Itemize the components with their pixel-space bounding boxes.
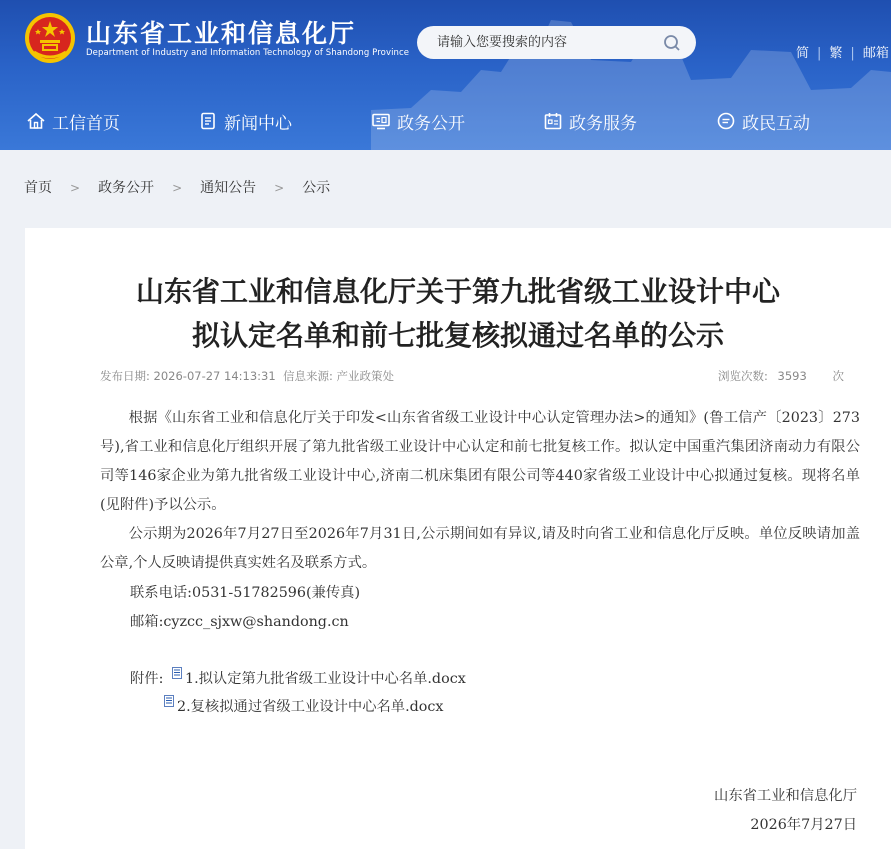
breadcrumb-government-affairs[interactable]: 政务公开: [98, 180, 155, 196]
article-panel: [25, 228, 891, 849]
view-count-unit: 次: [832, 369, 844, 383]
traditional-chinese-link[interactable]: 繁: [829, 46, 843, 61]
article-title: [25, 270, 891, 358]
info-source-value: 产业政策处: [336, 369, 395, 383]
breadcrumb-separator: >: [70, 181, 81, 195]
signature-org: 山东省工业和信息化厅: [714, 788, 857, 804]
article-paragraph: 根据《山东省工业和信息化厅关于印发<山东省省级工业设计中心认定管理办法>的通知》(鲁工信产〔2023〕273号),省工业和信息化厅组织开展了第九批省级工业设计中心认定和前七批复核工作。拟认定中国重汽集团济南动力有限公司等146家企业为第九批省级工业设计中心,济南二机床集团有限公司等440家省级工业设计中心拟通过复核。现将名单(见附件)予以公示。: [100, 410, 860, 513]
info-source: [283, 368, 394, 384]
divider: |: [850, 46, 855, 61]
search-input[interactable]: [437, 26, 657, 59]
site-title[interactable]: 山东省工业和信息化厅: [86, 19, 357, 48]
breadcrumb: [24, 177, 330, 197]
nav-item-label: 新闻中心: [224, 113, 292, 134]
article-title-line: 拟认定名单和前七批复核拟通过名单的公示: [191, 319, 724, 352]
nav-item-government-affairs[interactable]: [371, 108, 465, 134]
breadcrumb-publicity[interactable]: 公示: [302, 180, 331, 196]
simplified-chinese-link[interactable]: 简: [796, 46, 810, 61]
view-count: [718, 368, 844, 384]
breadcrumb-separator: >: [172, 181, 183, 195]
info-source-label: 信息来源:: [283, 369, 333, 383]
signature-date: 2026年7月27日: [750, 817, 857, 833]
attachment-filename: 1.拟认定第九批省级工业设计中心名单.docx: [185, 671, 466, 687]
attachment-filename: 2.复核拟通过省级工业设计中心名单.docx: [177, 699, 444, 715]
word-document-icon: [164, 695, 174, 707]
mail-link[interactable]: 邮箱: [862, 46, 889, 61]
document-icon: [198, 111, 218, 131]
article-paragraph: 公示期为2026年7月27日至2026年7月31日,公示期间如有异议,请及时向省工业和信息化厅反映。单位反映请加盖公章,个人反映请提供真实姓名及联系方式。: [100, 526, 860, 571]
publish-date-value: 2026-07-27 14:13:31: [153, 369, 276, 383]
national-emblem-icon[interactable]: [24, 12, 76, 64]
nav-item-interaction[interactable]: [716, 108, 810, 134]
home-icon: [26, 111, 46, 131]
divider: |: [817, 46, 822, 61]
breadcrumb-notices[interactable]: 通知公告: [200, 180, 257, 196]
article-title-line: 山东省工业和信息化厅关于第九批省级工业设计中心: [135, 275, 780, 308]
article-body: [100, 404, 860, 578]
nav-item-home[interactable]: [26, 108, 120, 134]
search-icon[interactable]: [662, 33, 682, 53]
breadcrumb-home[interactable]: 首页: [24, 180, 52, 196]
nav-item-news[interactable]: [198, 108, 292, 134]
chat-icon: [716, 111, 736, 131]
nav-item-services[interactable]: [543, 108, 637, 134]
attachment-link[interactable]: [172, 668, 466, 688]
publish-date-label: 发布日期:: [100, 369, 150, 383]
contact-email: 邮箱:cyzcc_sjxw@shandong.cn: [130, 614, 349, 630]
attachment-link[interactable]: [164, 696, 443, 716]
contact-phone: 联系电话:0531-51782596(兼传真): [130, 585, 361, 601]
main-nav: [0, 98, 891, 144]
top-links: [796, 42, 889, 61]
breadcrumb-separator: >: [274, 181, 285, 195]
monitor-icon: [371, 111, 391, 131]
search-box: [417, 26, 696, 59]
nav-item-label: 政民互动: [742, 113, 810, 134]
service-icon: [543, 111, 563, 131]
publish-date: [100, 368, 276, 384]
view-count-value: 3593: [777, 369, 807, 383]
word-document-icon: [172, 667, 182, 679]
site-header: [0, 0, 891, 150]
nav-item-label: 政务服务: [569, 113, 637, 134]
attachments-label: 附件:: [130, 671, 164, 687]
nav-item-label: 政务公开: [397, 113, 465, 134]
site-subtitle: Department of Industry and Information Technology of Shandong Province: [86, 48, 410, 58]
nav-item-label: 工信首页: [52, 113, 120, 134]
view-count-label: 浏览次数:: [718, 369, 768, 383]
